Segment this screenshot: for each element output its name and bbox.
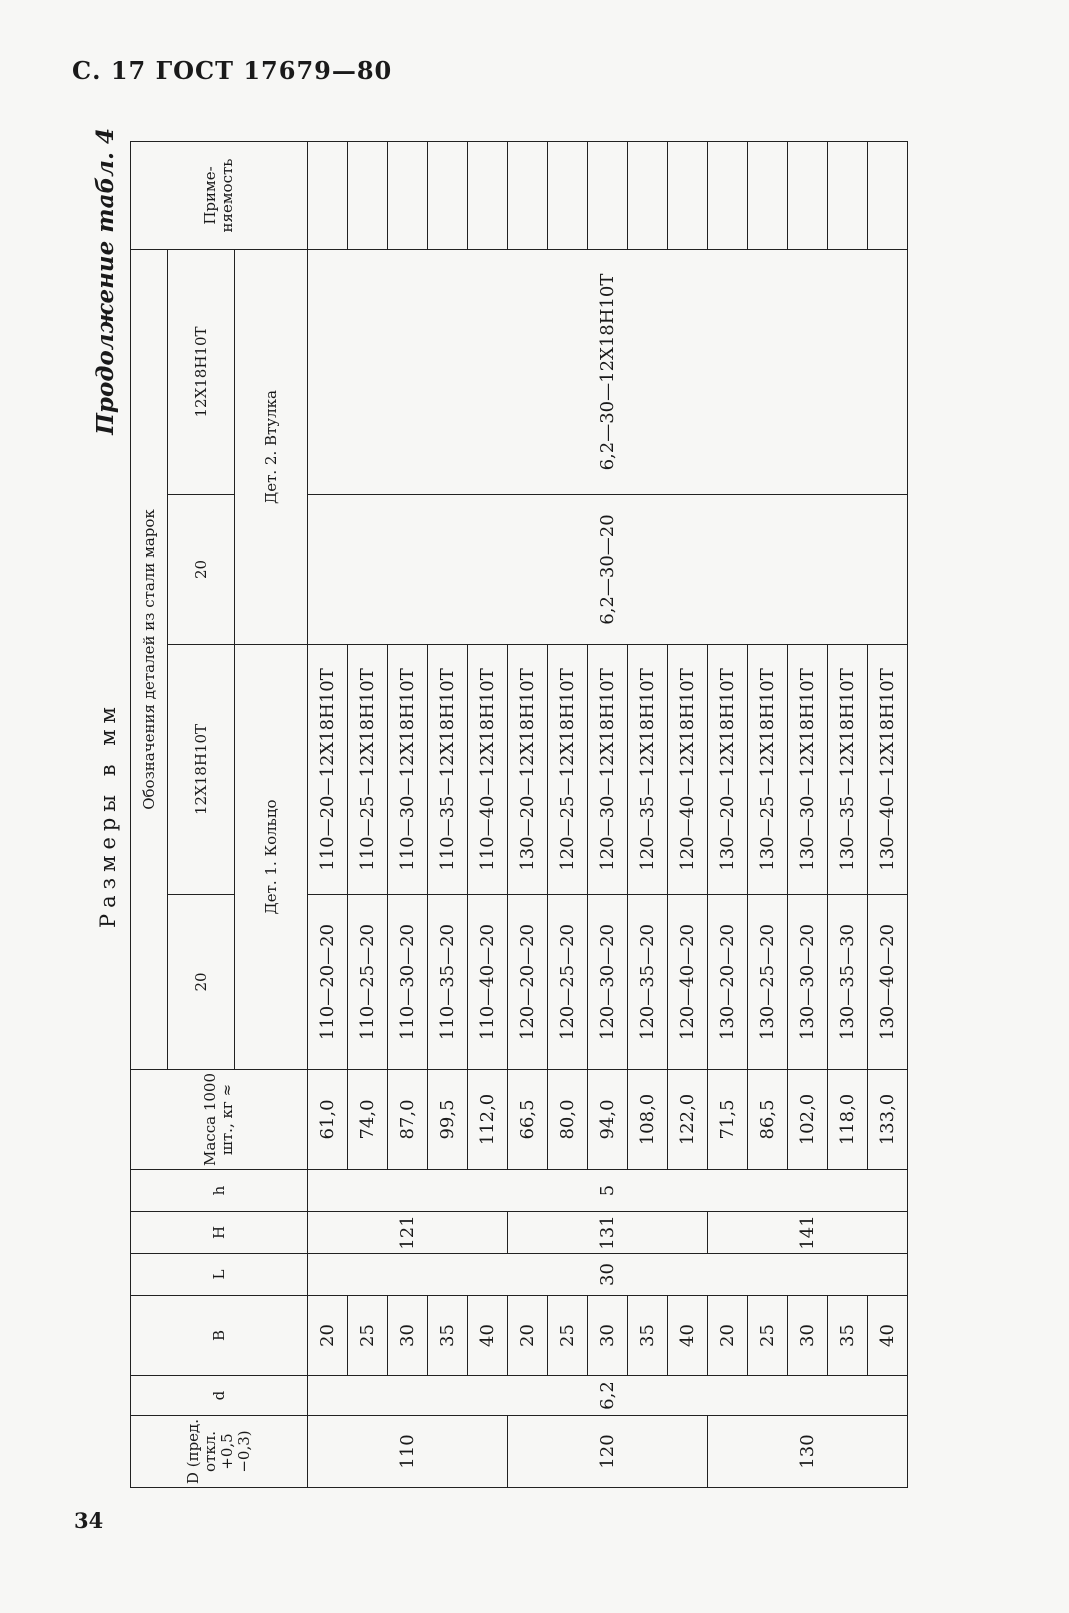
cell-part1-steel12x: 120—25—12Х18Н10Т [548,645,588,895]
cell-applicability [588,142,628,250]
cell-part1-steel12x: 130—30—12Х18Н10Т [788,645,828,895]
cell-mass: 74,0 [348,1070,388,1170]
cell-part1-steel20: 110—30—20 [388,895,428,1070]
col-header-steel-20-part2: 20 [168,495,235,645]
cell-applicability [868,142,908,250]
cell-applicability [348,142,388,250]
page-number: 34 [74,1508,104,1533]
col-header-d: d [131,1376,308,1416]
cell-part1-steel20: 110—40—20 [468,895,508,1070]
cell-mass: 80,0 [548,1070,588,1170]
cell-mass: 118,0 [828,1070,868,1170]
col-header-steel-12x-part2: 12Х18Н10Т [168,250,235,495]
col-header-part2: Дет. 2. Втулка [235,250,308,645]
cell-part1-steel20: 130—40—20 [868,895,908,1070]
cell-mass: 66,5 [508,1070,548,1170]
cell-part1-steel20: 130—30—20 [788,895,828,1070]
cell-applicability [308,142,348,250]
col-header-h: h [131,1170,308,1212]
col-header-designations: Обозначения деталей из стали марок [131,250,168,1070]
col-header-H: H [131,1212,308,1254]
cell-D: 130 [708,1416,908,1488]
cell-part1-steel20: 110—25—20 [348,895,388,1070]
cell-B: 20 [508,1296,548,1376]
cell-part1-steel20: 120—20—20 [508,895,548,1070]
cell-B: 25 [348,1296,388,1376]
cell-applicability [468,142,508,250]
cell-applicability [548,142,588,250]
cell-applicability [748,142,788,250]
cell-H: 131 [508,1212,708,1254]
cell-mass: 87,0 [388,1070,428,1170]
cell-H: 121 [308,1212,508,1254]
cell-applicability [428,142,468,250]
cell-B: 35 [428,1296,468,1376]
cell-part1-steel20: 120—30—20 [588,895,628,1070]
cell-applicability [508,142,548,250]
cell-part1-steel12x: 130—20—12Х18Н10Т [708,645,748,895]
cell-part1-steel12x: 120—35—12Х18Н10Т [628,645,668,895]
cell-part1-steel12x: 130—35—12Х18Н10Т [828,645,868,895]
cell-h: 5 [308,1170,908,1212]
cell-B: 35 [628,1296,668,1376]
cell-mass: 94,0 [588,1070,628,1170]
cell-part1-steel12x: 110—40—12Х18Н10Т [468,645,508,895]
cell-H: 141 [708,1212,908,1254]
cell-B: 25 [748,1296,788,1376]
cell-L: 30 [308,1254,908,1296]
cell-part1-steel12x: 110—25—12Х18Н10Т [348,645,388,895]
cell-B: 30 [588,1296,628,1376]
cell-mass: 102,0 [788,1070,828,1170]
cell-part2-steel12x: 6,2—30—12Х18Н10Т [308,250,908,495]
cell-part1-steel20: 130—20—20 [708,895,748,1070]
cell-applicability [788,142,828,250]
cell-part1-steel20: 130—25—20 [748,895,788,1070]
col-header-B: B [131,1296,308,1376]
cell-part1-steel20: 130—35—30 [828,895,868,1070]
cell-mass: 108,0 [628,1070,668,1170]
col-header-mass: Масса 1000 шт., кг ≈ [131,1070,308,1170]
cell-part1-steel12x: 110—30—12Х18Н10Т [388,645,428,895]
cell-B: 40 [668,1296,708,1376]
cell-B: 40 [468,1296,508,1376]
cell-part1-steel20: 120—25—20 [548,895,588,1070]
cell-applicability [828,142,868,250]
cell-mass: 86,5 [748,1070,788,1170]
cell-B: 20 [308,1296,348,1376]
cell-part1-steel20: 120—40—20 [668,895,708,1070]
table-continuation-label: Продолжение табл. 4 [92,128,119,435]
cell-part1-steel12x: 130—25—12Х18Н10Т [748,645,788,895]
cell-B: 40 [868,1296,908,1376]
page-header: С. 17 ГОСТ 17679—80 [72,56,393,85]
cell-part1-steel12x: 110—20—12Х18Н10Т [308,645,348,895]
cell-applicability [708,142,748,250]
rotated-page-content [90,8,950,1488]
cell-B: 25 [548,1296,588,1376]
dimensions-table [130,141,908,1488]
cell-B: 20 [708,1296,748,1376]
cell-part1-steel20: 120—35—20 [628,895,668,1070]
cell-part1-steel20: 110—20—20 [308,895,348,1070]
cell-D: 120 [508,1416,708,1488]
col-header-applicability: Приме-няемость [131,142,308,250]
units-caption: Размеры в мм [96,701,120,928]
cell-part1-steel12x: 110—35—12Х18Н10Т [428,645,468,895]
table-body [308,142,908,1488]
cell-part1-steel12x: 120—40—12Х18Н10Т [668,645,708,895]
table-row [308,142,348,1488]
col-header-steel-12x-part1: 12Х18Н10Т [168,645,235,895]
cell-B: 30 [388,1296,428,1376]
cell-D: 110 [308,1416,508,1488]
cell-part1-steel12x: 130—40—12Х18Н10Т [868,645,908,895]
cell-applicability [628,142,668,250]
cell-part2-steel20: 6,2—30—20 [308,495,908,645]
cell-mass: 122,0 [668,1070,708,1170]
cell-mass: 133,0 [868,1070,908,1170]
cell-part1-steel12x: 130—20—12Х18Н10Т [508,645,548,895]
col-header-L: L [131,1254,308,1296]
col-header-D: D (пред. откл. +0,5 −0,3) [131,1416,308,1488]
cell-applicability [668,142,708,250]
cell-mass: 71,5 [708,1070,748,1170]
cell-mass: 112,0 [468,1070,508,1170]
cell-part1-steel12x: 120—30—12Х18Н10Т [588,645,628,895]
cell-mass: 61,0 [308,1070,348,1170]
cell-applicability [388,142,428,250]
col-header-part1: Дет. 1. Кольцо [235,645,308,1070]
cell-d: 6,2 [308,1376,908,1416]
col-header-steel-20-part1: 20 [168,895,235,1070]
cell-mass: 99,5 [428,1070,468,1170]
cell-B: 30 [788,1296,828,1376]
cell-part1-steel20: 110—35—20 [428,895,468,1070]
cell-B: 35 [828,1296,868,1376]
